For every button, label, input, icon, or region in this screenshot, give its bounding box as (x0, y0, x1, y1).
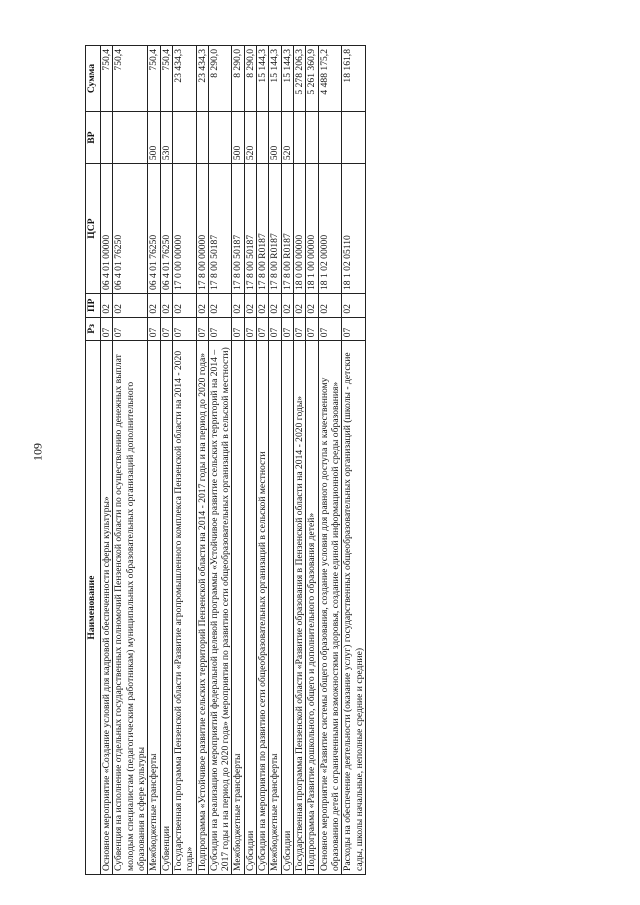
cell-csr: 17 8 00 50187 (232, 164, 244, 294)
header-sum: Сумма (86, 46, 101, 112)
cell-pr: 02 (281, 294, 293, 318)
cell-name: Расходы на обеспечение деятельности (оказание услуг) государственных общеобразовательных организаций (школы - детские сады, школы начальные, неполные средние и средние) (342, 341, 366, 875)
cell-name: Основное мероприятие «Развитие системы общего образования, создание условия для равного доступа к качественному образованию детей с ограниченными возможностями здоровья, создание единой информационной среды образования» (318, 341, 342, 875)
cell-sum: 5 261 360,9 (306, 46, 318, 112)
cell-pr: 02 (208, 294, 232, 318)
cell-sum: 750,4 (101, 46, 113, 112)
cell-pr: 02 (342, 294, 366, 318)
cell-csr: 17 8 00 R0187 (257, 164, 269, 294)
cell-rz: 07 (113, 317, 148, 341)
cell-vr (196, 112, 208, 164)
cell-sum: 15 144,3 (257, 46, 269, 112)
table-row (342, 46, 366, 875)
cell-sum: 8 290,0 (208, 46, 232, 112)
cell-sum: 8 290,0 (232, 46, 244, 112)
cell-csr: 06 4 01 00000 (101, 164, 113, 294)
cell-sum: 23 434,3 (172, 46, 196, 112)
cell-sum: 750,4 (148, 46, 160, 112)
cell-name: Субсидии на реализацию мероприятий федеральной целевой программы «Устойчивое развитие сельских территорий на 2014 – 2017 годы и на период до 2020 года» (мероприятия по развитию сети общеобразовательных организаций в сельской местности) (208, 341, 232, 875)
cell-csr: 17 8 00 R0187 (269, 164, 281, 294)
cell-name: Межбюджетные трансферты (232, 341, 244, 875)
cell-rz: 07 (318, 317, 342, 341)
table-row (257, 46, 269, 875)
table-row (101, 46, 113, 875)
cell-pr: 02 (232, 294, 244, 318)
cell-pr: 02 (196, 294, 208, 318)
cell-sum: 23 434,3 (196, 46, 208, 112)
cell-csr: 17 8 00 50187 (208, 164, 232, 294)
cell-sum: 15 144,3 (269, 46, 281, 112)
header-name: Наименование (86, 341, 101, 875)
cell-rz: 07 (196, 317, 208, 341)
table-row (306, 46, 318, 875)
table-row (318, 46, 342, 875)
cell-csr: 18 0 00 00000 (294, 164, 306, 294)
cell-pr: 02 (306, 294, 318, 318)
cell-name: Государственная программа Пензенской области «Развитие образования в Пензенской области на 2014 - 2020 годы» (294, 341, 306, 875)
cell-rz: 07 (257, 317, 269, 341)
cell-vr (172, 112, 196, 164)
table-row (269, 46, 281, 875)
budget-table-container (85, 45, 555, 875)
cell-vr (294, 112, 306, 164)
table-body (101, 46, 366, 875)
cell-sum: 750,4 (160, 46, 172, 112)
cell-rz: 07 (232, 317, 244, 341)
cell-csr: 17 8 00 00000 (196, 164, 208, 294)
table-row (172, 46, 196, 875)
table-row (160, 46, 172, 875)
cell-rz: 07 (244, 317, 256, 341)
cell-pr: 02 (294, 294, 306, 318)
table-row (244, 46, 256, 875)
table-row (196, 46, 208, 875)
table-row (294, 46, 306, 875)
cell-name: Государственная программа Пензенской области «Развитие агропромышленного комплекса Пензенской области на 2014 - 2020 годы» (172, 341, 196, 875)
cell-csr: 17 0 00 00000 (172, 164, 196, 294)
cell-rz: 07 (281, 317, 293, 341)
page-number: 109 (30, 443, 45, 461)
cell-name: Субсидии (281, 341, 293, 875)
cell-csr: 06 4 01 76250 (160, 164, 172, 294)
cell-pr: 02 (244, 294, 256, 318)
cell-rz: 07 (269, 317, 281, 341)
cell-pr: 02 (172, 294, 196, 318)
header-rz: Рз (86, 317, 101, 341)
cell-csr: 06 4 01 76250 (148, 164, 160, 294)
cell-vr (101, 112, 113, 164)
cell-sum: 4 488 175,2 (318, 46, 342, 112)
cell-csr: 18 1 02 05110 (342, 164, 366, 294)
cell-rz: 07 (294, 317, 306, 341)
cell-rz: 07 (208, 317, 232, 341)
cell-sum: 8 290,0 (244, 46, 256, 112)
cell-vr: 500 (269, 112, 281, 164)
cell-sum: 750,4 (113, 46, 148, 112)
cell-vr: 500 (232, 112, 244, 164)
cell-pr: 02 (160, 294, 172, 318)
cell-csr: 17 8 00 50187 (244, 164, 256, 294)
cell-name: Субсидии (244, 341, 256, 875)
cell-vr (208, 112, 232, 164)
table-header-row (86, 46, 101, 875)
cell-sum: 18 161,8 (342, 46, 366, 112)
table-row (281, 46, 293, 875)
cell-rz: 07 (172, 317, 196, 341)
cell-vr: 520 (281, 112, 293, 164)
table-row (148, 46, 160, 875)
cell-pr: 02 (269, 294, 281, 318)
cell-vr: 530 (160, 112, 172, 164)
cell-rz: 07 (342, 317, 366, 341)
header-pr: ПР (86, 294, 101, 318)
header-vr: ВР (86, 112, 101, 164)
table-row (113, 46, 148, 875)
cell-name: Основное мероприятие «Создание условий для кадровой обеспеченности сферы культуры» (101, 341, 113, 875)
budget-table (85, 45, 366, 875)
cell-vr (113, 112, 148, 164)
cell-pr: 02 (101, 294, 113, 318)
header-csr: ЦСР (86, 164, 101, 294)
cell-sum: 5 278 206,3 (294, 46, 306, 112)
cell-csr: 18 1 02 00000 (318, 164, 342, 294)
cell-vr (257, 112, 269, 164)
table-row (232, 46, 244, 875)
cell-vr (306, 112, 318, 164)
cell-vr: 500 (148, 112, 160, 164)
table-row (208, 46, 232, 875)
cell-rz: 07 (160, 317, 172, 341)
cell-vr (342, 112, 366, 164)
cell-rz: 07 (148, 317, 160, 341)
cell-sum: 15 144,3 (281, 46, 293, 112)
cell-rz: 07 (306, 317, 318, 341)
cell-rz: 07 (101, 317, 113, 341)
cell-pr: 02 (148, 294, 160, 318)
cell-csr: 06 4 01 76250 (113, 164, 148, 294)
cell-name: Подпрограмма «Устойчивое развитие сельских территорий Пензенской области на 2014 - 2017 годы и на период до 2020 года» (196, 341, 208, 875)
cell-name: Межбюджетные трансферты (148, 341, 160, 875)
cell-name: Субсидии на мероприятия по развитию сети общеобразовательных организаций в сельской местности (257, 341, 269, 875)
cell-pr: 02 (113, 294, 148, 318)
cell-pr: 02 (257, 294, 269, 318)
cell-pr: 02 (318, 294, 342, 318)
cell-csr: 17 8 00 R0187 (281, 164, 293, 294)
cell-name: Межбюджетные трансферты (269, 341, 281, 875)
cell-name: Подпрограмма «Развитие дошкольного, общего и дополнительного образования детей» (306, 341, 318, 875)
cell-vr (318, 112, 342, 164)
cell-name: Субвенция на исполнение отдельных государственных полномочий Пензенской области по осуществлению денежных выплат молодым специалистам (педагогическим работникам) муниципальных образовательных организаций дополнительного образования в сфере культуры (113, 341, 148, 875)
cell-vr: 520 (244, 112, 256, 164)
cell-csr: 18 1 00 00000 (306, 164, 318, 294)
cell-name: Субвенции (160, 341, 172, 875)
